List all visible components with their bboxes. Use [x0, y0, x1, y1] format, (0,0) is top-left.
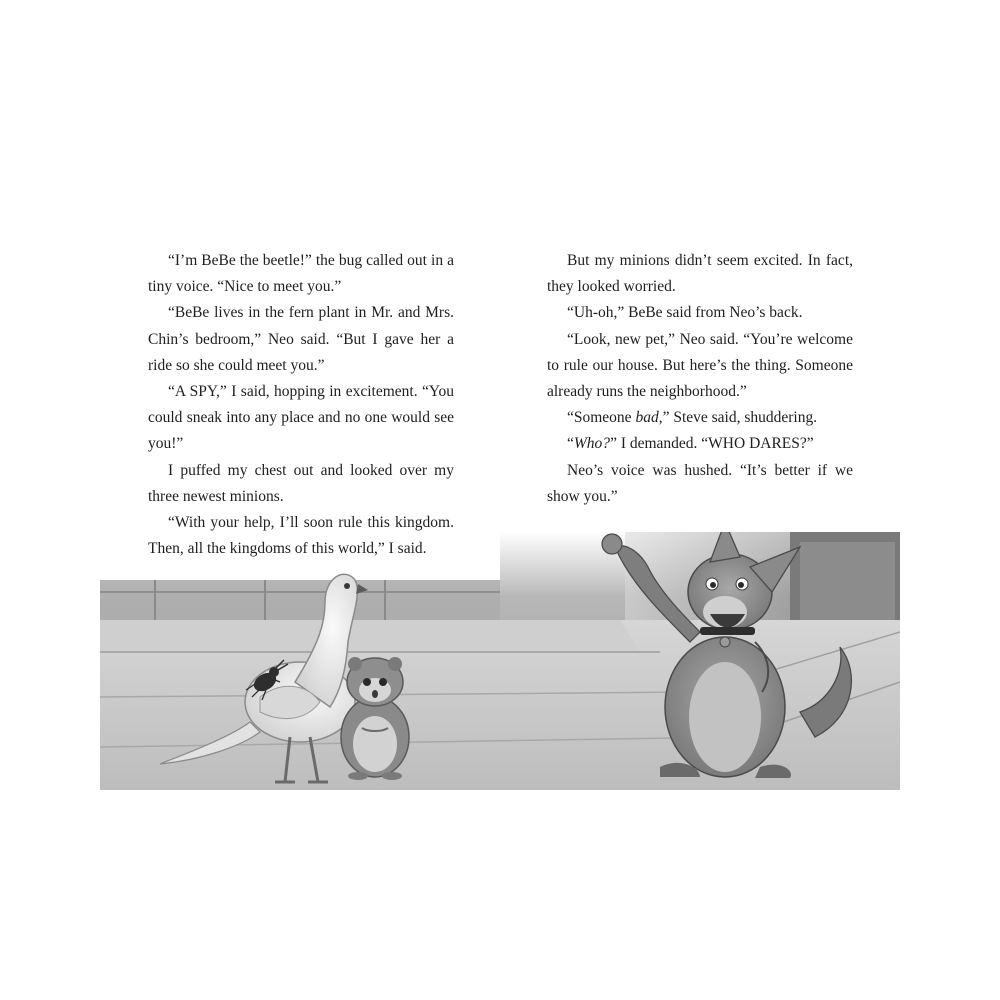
text-run: “ — [567, 435, 574, 453]
paragraph: “I’m BeBe the beetle!” the bug called out in a tiny voice. “Nice to meet you.” — [148, 252, 454, 296]
paragraph: “Look, new pet,” Neo said. “You’re welcome to rule our house. But here’s the thing. Someone already runs the neighborhood.” — [547, 330, 853, 401]
scene-illustration — [100, 532, 900, 790]
paragraph: I puffed my chest out and looked over my three newest minions. — [148, 461, 454, 505]
italic-text: Who? — [573, 435, 611, 453]
hamster-character — [341, 657, 409, 780]
left-page-text — [148, 248, 454, 562]
text-run: “Someone — [567, 409, 636, 427]
paragraph: “A SPY,” I said, hopping in excitement. “You could sneak into any place and no one would see you!” — [148, 383, 454, 453]
paragraph — [547, 431, 853, 457]
paragraph: But my minions didn’t seem excited. In fact, they looked worried. — [547, 252, 853, 296]
paragraph: “BeBe lives in the fern plant in Mr. and Mrs. Chin’s bedroom,” Neo said. “But I gave her a ride so she could meet you.” — [148, 304, 454, 374]
paragraph: “With your help, I’ll soon rule this kingdom. Then, all the kingdoms of this world,” I said. — [148, 514, 454, 558]
paragraph: “Uh-oh,” BeBe said from Neo’s back. — [567, 304, 803, 322]
italic-text: bad — [635, 409, 659, 427]
text-run: ” I demanded. “WHO DARES?” — [610, 435, 814, 453]
right-page-text — [547, 248, 853, 510]
text-run: ,” Steve said, shuddering. — [658, 409, 818, 427]
paragraph — [547, 405, 853, 431]
paragraph: Neo’s voice was hushed. “It’s better if we show you.” — [547, 461, 853, 505]
scene-svg — [100, 532, 900, 790]
